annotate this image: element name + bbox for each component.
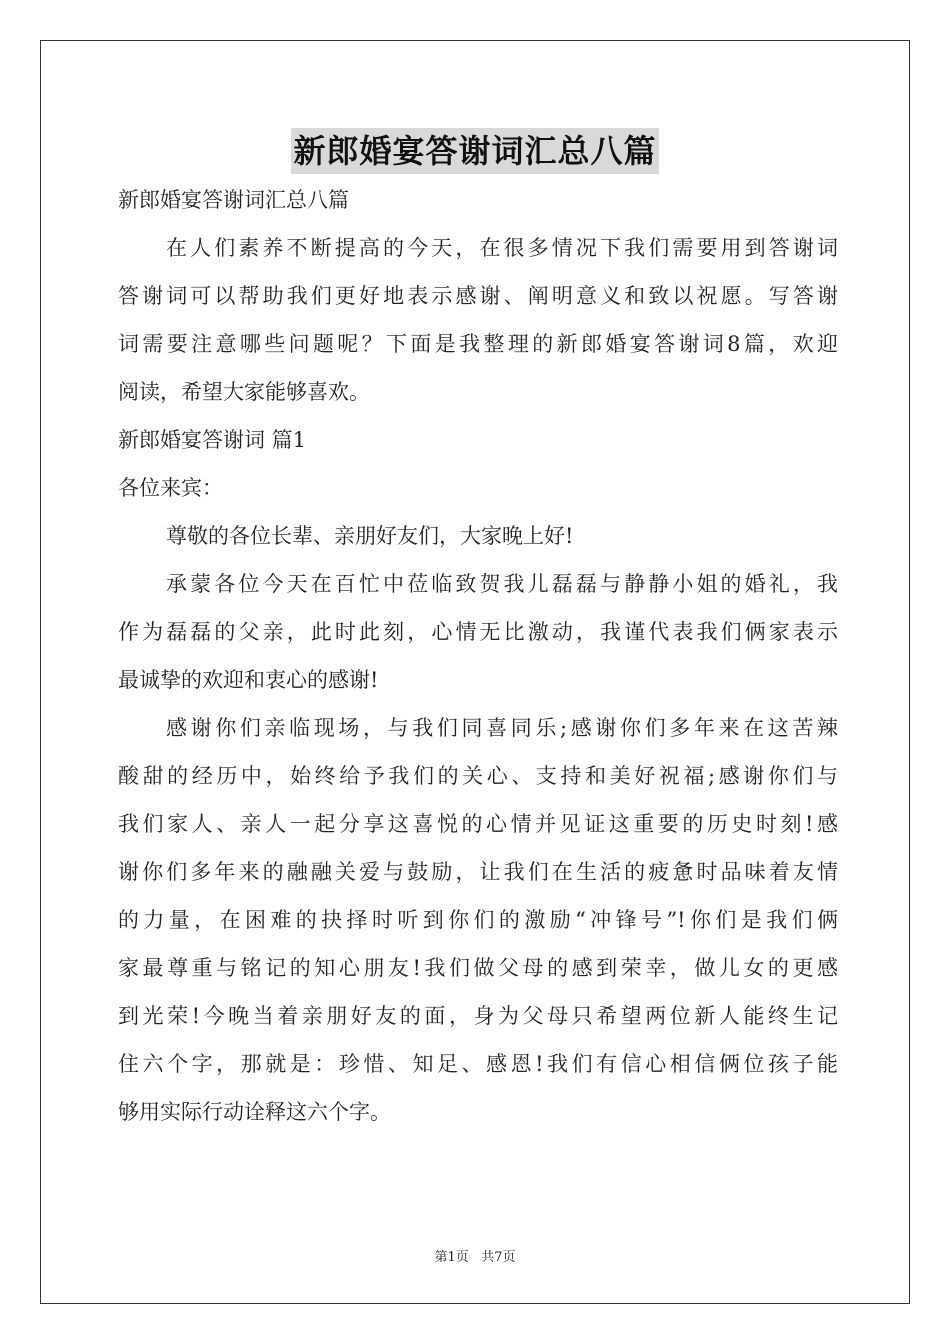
document-title: 新郎婚宴答谢词汇总八篇 bbox=[291, 128, 658, 174]
paragraph-line: 承蒙各位今天在百忙中莅临致贺我儿磊磊与静静小姐的婚礼，我 bbox=[166, 572, 838, 596]
document-body bbox=[118, 178, 838, 1138]
paragraph-line: 在人们素养不断提高的今天，在很多情况下我们需要用到答谢词 bbox=[166, 236, 838, 260]
subtitle-line: 新郎婚宴答谢词汇总八篇 bbox=[118, 188, 349, 212]
page-number: 第1页 bbox=[434, 1250, 469, 1265]
paragraph-line: 我们家人、亲人一起分享这喜悦的心情并见证这重要的历史时刻!感 bbox=[118, 812, 838, 836]
paragraph-line: 作为磊磊的父亲，此时此刻，心情无比激动，我谨代表我们俩家表示 bbox=[118, 620, 838, 644]
paragraph-line: 够用实际行动诠释这六个字。 bbox=[118, 1100, 391, 1124]
paragraph-line: 词需要注意哪些问题呢？下面是我整理的新郎婚宴答谢词8篇，欢迎 bbox=[118, 332, 838, 356]
paragraph-line: 感谢你们亲临现场，与我们同喜同乐;感谢你们多年来在这苦辣 bbox=[166, 716, 838, 740]
salutation-line: 各位来宾： bbox=[118, 476, 223, 500]
paragraph-line: 住六个字，那就是：珍惜、知足、感恩!我们有信心相信俩位孩子能 bbox=[118, 1052, 838, 1076]
paragraph-line: 尊敬的各位长辈、亲朋好友们，大家晚上好! bbox=[166, 524, 574, 548]
paragraph-line: 谢你们多年来的融融关爱与鼓励，让我们在生活的疲惫时品味着友情 bbox=[118, 860, 838, 884]
section-heading: 新郎婚宴答谢词 篇1 bbox=[118, 428, 307, 452]
title-container bbox=[0, 128, 950, 174]
paragraph-line: 阅读，希望大家能够喜欢。 bbox=[118, 380, 370, 404]
paragraph-line: 家最尊重与铭记的知心朋友!我们做父母的感到荣幸，做儿女的更感 bbox=[118, 956, 838, 980]
paragraph-line: 最诚挚的欢迎和衷心的感谢! bbox=[118, 668, 379, 692]
page-footer bbox=[0, 1246, 950, 1265]
paragraph-line: 答谢词可以帮助我们更好地表示感谢、阐明意义和致以祝愿。写答谢 bbox=[118, 284, 838, 308]
paragraph-line: 的力量，在困难的抉择时听到你们的激励“冲锋号”!你们是我们俩 bbox=[118, 908, 838, 932]
paragraph-line: 酸甜的经历中，始终给予我们的关心、支持和美好祝福;感谢你们与 bbox=[118, 764, 838, 788]
paragraph-line: 到光荣!今晚当着亲朋好友的面，身为父母只希望两位新人能终生记 bbox=[118, 1004, 838, 1028]
page-total: 共7页 bbox=[481, 1250, 516, 1265]
